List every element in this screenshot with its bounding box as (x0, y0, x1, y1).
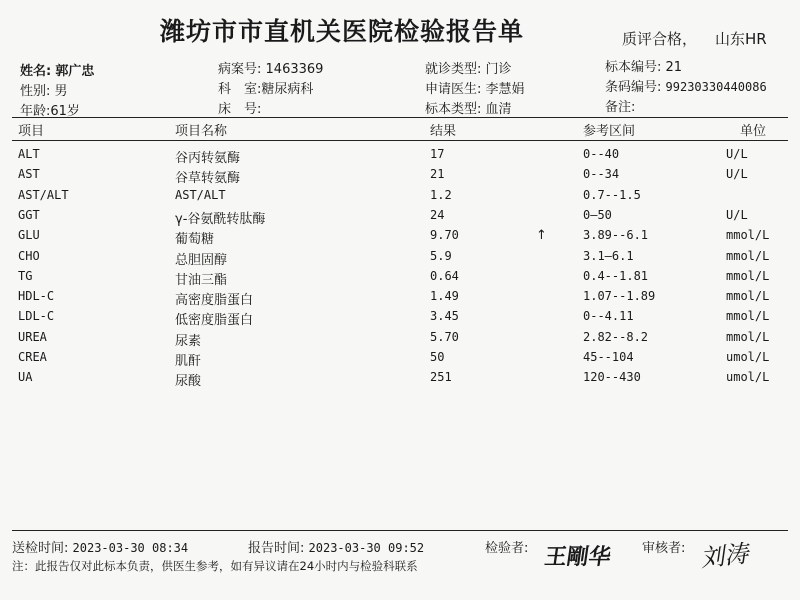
item-name: AST/ALT (175, 187, 226, 202)
item-result: 1.49 (430, 289, 459, 304)
header-name: 项目名称 (175, 124, 228, 139)
item-unit: U/L (726, 147, 748, 161)
item-name: 肌酐 (175, 354, 202, 369)
item-unit: mmol/L (726, 329, 770, 344)
reviewer-signature: 刘涛 (698, 539, 750, 573)
item-result: 1.2 (430, 187, 452, 202)
table-row (0, 269, 800, 289)
barcode-number: 条码编号: 99230330440086 (605, 80, 767, 95)
header-unit: 单位 (740, 124, 767, 139)
item-name: 谷草转氨酶 (175, 171, 241, 187)
table-row (0, 208, 800, 228)
header-code: 项目 (18, 124, 45, 139)
item-code: AST/ALT (18, 187, 69, 202)
header-range: 参考区间 (583, 124, 636, 139)
item-unit: mmol/L (726, 228, 770, 243)
report-title: 潍坊市市直机关医院检验报告单 (160, 17, 525, 46)
report-time: 报告时间: 2023-03-30 09:52 (248, 541, 425, 556)
item-range: 0.4--1.81 (583, 268, 649, 283)
footer-rule (12, 530, 788, 531)
bed-number: 床 号: (218, 102, 262, 117)
table-row (0, 188, 800, 208)
item-name: 尿素 (175, 333, 202, 349)
item-result: 5.9 (430, 248, 452, 263)
item-unit: umol/L (726, 350, 770, 364)
hr-text: 山东HR (715, 30, 767, 48)
department: 科 室:糖尿病科 (218, 82, 314, 97)
remark: 备注: (605, 100, 636, 115)
item-range: 0.7--1.5 (583, 187, 641, 202)
item-code: CHO (18, 248, 40, 263)
item-unit: mmol/L (726, 248, 770, 263)
item-name: γ-谷氨酰转肽酶 (175, 211, 266, 227)
item-name: 谷丙转氨酶 (175, 151, 241, 166)
item-unit: mmol/L (726, 268, 770, 283)
table-row (0, 167, 800, 187)
item-result: 5.70 (430, 329, 459, 344)
visit-type: 就诊类型: 门诊 (425, 62, 512, 77)
item-name: 高密度脂蛋白 (175, 293, 254, 309)
item-result: 50 (430, 350, 445, 364)
item-range: 2.82--8.2 (583, 329, 649, 344)
item-code: GLU (18, 228, 40, 243)
patient-age: 年龄:61岁 (20, 104, 80, 119)
inspector-signature: 王剛华 (542, 544, 613, 570)
table-row (0, 330, 800, 350)
sample-type: 标本类型: 血清 (425, 102, 512, 117)
item-code: AST (18, 167, 40, 182)
item-code: UA (18, 370, 33, 385)
table-row (0, 228, 800, 248)
quality-mark (622, 28, 785, 49)
patient-gender: 性别: 男 (20, 84, 68, 99)
item-result: 21 (430, 167, 445, 182)
reviewer-label: 审核者: (642, 541, 686, 556)
item-code: UREA (18, 329, 47, 344)
item-range: 45--104 (583, 350, 634, 364)
item-range: 0--40 (583, 147, 620, 161)
table-row (0, 370, 800, 390)
item-code: HDL-C (18, 289, 55, 304)
table-row (0, 249, 800, 269)
quality-text: 质评合格， (622, 30, 698, 48)
item-name: 低密度脂蛋白 (175, 313, 254, 329)
item-code: TG (18, 268, 33, 283)
item-range: 0--4.11 (583, 309, 634, 324)
item-code: CREA (18, 350, 47, 364)
item-name: 总胆固醇 (175, 252, 228, 268)
item-flag: ↑ (536, 228, 547, 244)
header-result: 结果 (430, 124, 457, 139)
item-code: LDL-C (18, 309, 55, 324)
inspector-label: 检验者: (485, 541, 529, 556)
item-code: GGT (18, 207, 40, 222)
sample-number: 标本编号: 21 (605, 60, 683, 75)
table-row (0, 289, 800, 309)
item-unit: U/L (726, 167, 748, 182)
disclaimer-note: 注：此报告仅对此标本负责，供医生参考，如有异议请在24小时内与检验科联系 (12, 559, 418, 573)
table-row (0, 147, 800, 167)
requesting-doctor: 申请医生: 李慧娟 (425, 82, 525, 97)
send-time: 送检时间: 2023-03-30 08:34 (12, 541, 189, 556)
header-bottom-rule (12, 140, 788, 141)
record-number: 病案号: 1463369 (218, 62, 324, 77)
item-result: 3.45 (430, 309, 459, 324)
item-unit: mmol/L (726, 289, 770, 304)
item-result: 17 (430, 147, 445, 161)
item-result: 251 (430, 370, 452, 385)
item-unit: umol/L (726, 370, 770, 385)
item-unit: U/L (726, 207, 748, 222)
item-unit: mmol/L (726, 309, 770, 324)
table-row (0, 309, 800, 329)
item-range: 3.1—6.1 (583, 248, 634, 263)
item-result: 0.64 (430, 268, 459, 283)
item-range: 0—50 (583, 207, 612, 222)
item-name: 葡萄糖 (175, 232, 215, 248)
item-range: 3.89--6.1 (583, 228, 649, 243)
item-name: 甘油三酯 (175, 272, 228, 288)
item-result: 9.70 (430, 228, 459, 243)
patient-name: 姓名: 郭广忠 (20, 64, 95, 79)
header-top-rule (12, 117, 788, 118)
item-range: 120--430 (583, 370, 641, 385)
item-range: 1.07--1.89 (583, 289, 656, 304)
item-range: 0--34 (583, 167, 620, 182)
item-name: 尿酸 (175, 374, 202, 390)
table-row (0, 350, 800, 370)
item-code: ALT (18, 147, 40, 161)
item-result: 24 (430, 207, 445, 222)
